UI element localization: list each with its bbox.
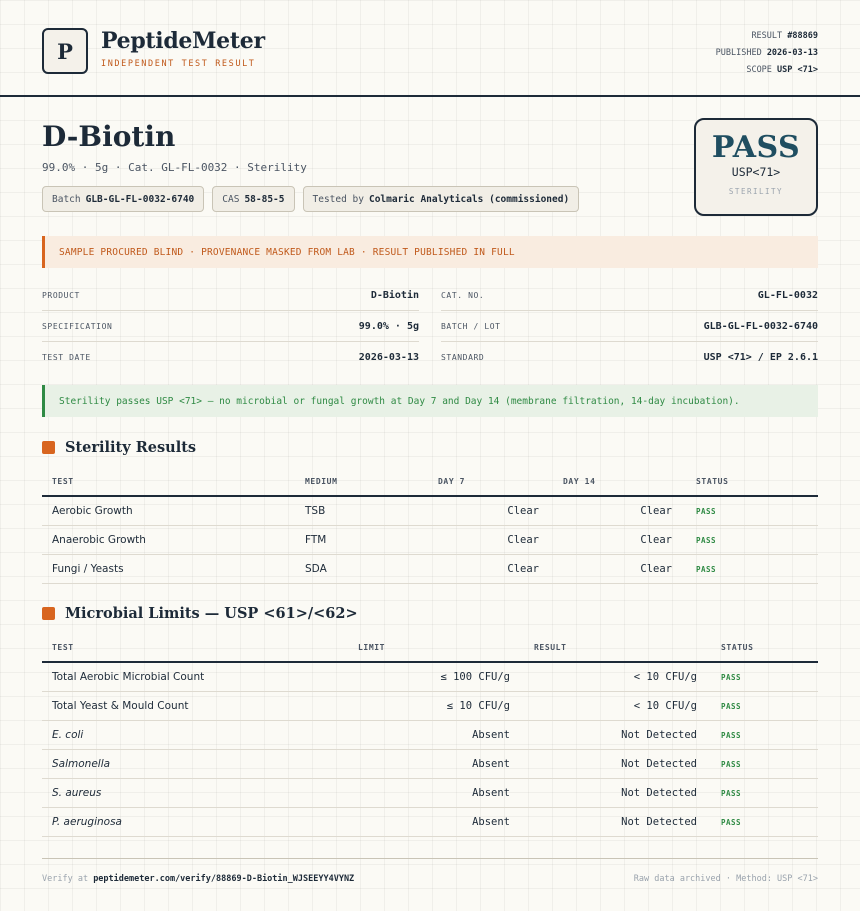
limit: Absent bbox=[348, 779, 524, 808]
test-name: Anaerobic Growth bbox=[42, 526, 295, 555]
scope-label: SCOPE bbox=[746, 65, 772, 75]
result: Not Detected bbox=[524, 779, 711, 808]
brand-tagline: INDEPENDENT TEST RESULT bbox=[101, 59, 256, 69]
info-value: D-Biotin bbox=[370, 289, 419, 301]
verify-link[interactable]: peptidemeter.com/verify/88869-D-Biotin_WJSEEYY4VYNZ bbox=[93, 874, 355, 884]
info-value: 99.0% · 5g bbox=[358, 320, 419, 332]
status-badge: PASS bbox=[711, 750, 818, 779]
col-status: STATUS bbox=[686, 467, 818, 496]
status-badge: PASS bbox=[686, 555, 818, 584]
verdict-kind: STERILITY bbox=[728, 187, 784, 196]
info-value: GLB-GL-FL-0032-6740 bbox=[703, 320, 818, 332]
published-date: 2026-03-13 bbox=[766, 48, 818, 58]
chip-value: 58-85-5 bbox=[244, 193, 285, 205]
section-title: Microbial Limits — USP <61>/<62> bbox=[65, 605, 358, 622]
test-name: Fungi / Yeasts bbox=[42, 555, 295, 584]
test-name: Salmonella bbox=[42, 750, 348, 779]
info-row bbox=[441, 342, 818, 372]
col-medium: MEDIUM bbox=[295, 467, 428, 496]
info-value: GL-FL-0032 bbox=[757, 289, 818, 301]
info-label: PRODUCT bbox=[42, 290, 80, 300]
info-row bbox=[42, 342, 419, 372]
status-badge: PASS bbox=[686, 526, 818, 555]
cas-chip bbox=[212, 186, 294, 212]
blind-procurement-notice: SAMPLE PROCURED BLIND · PROVENANCE MASKED FROM LAB · RESULT PUBLISHED IN FULL bbox=[42, 236, 818, 268]
table-header-row bbox=[42, 467, 818, 496]
limit: Absent bbox=[348, 808, 524, 837]
info-value: 2026-03-13 bbox=[358, 351, 419, 363]
limit: Absent bbox=[348, 721, 524, 750]
verdict-badge bbox=[694, 118, 818, 216]
test-name: Total Yeast & Mould Count bbox=[42, 692, 348, 721]
medium: FTM bbox=[295, 526, 428, 555]
product-title: D-Biotin bbox=[42, 120, 176, 153]
microbial-table bbox=[42, 633, 818, 837]
result: Not Detected bbox=[524, 750, 711, 779]
test-name: Aerobic Growth bbox=[42, 496, 295, 526]
verify-prefix: Verify at bbox=[42, 874, 89, 884]
table-row bbox=[42, 721, 818, 750]
limit: Absent bbox=[348, 750, 524, 779]
result: Not Detected bbox=[524, 808, 711, 837]
logo-mark: P bbox=[42, 28, 88, 74]
col-limit: LIMIT bbox=[348, 633, 524, 662]
tested-by-chip bbox=[303, 186, 580, 212]
chip-label: Tested by bbox=[312, 193, 364, 205]
info-row bbox=[441, 280, 818, 311]
method-note: Raw data archived · Method: USP <71> bbox=[633, 874, 818, 884]
info-label: TEST DATE bbox=[42, 352, 91, 362]
day14-result: Clear bbox=[553, 526, 686, 555]
page-footer bbox=[42, 858, 818, 884]
verdict-standard: USP<71> bbox=[731, 165, 781, 179]
table-row bbox=[42, 779, 818, 808]
result: < 10 CFU/g bbox=[524, 662, 711, 692]
product-chips bbox=[42, 186, 579, 212]
info-row bbox=[42, 280, 419, 311]
day14-result: Clear bbox=[553, 496, 686, 526]
col-status: STATUS bbox=[711, 633, 818, 662]
table-row bbox=[42, 692, 818, 721]
table-row bbox=[42, 526, 818, 555]
table-row bbox=[42, 555, 818, 584]
verdict-word: PASS bbox=[711, 130, 801, 165]
col-day7: DAY 7 bbox=[428, 467, 553, 496]
table-row bbox=[42, 750, 818, 779]
product-subtitle: 99.0% · 5g · Cat. GL-FL-0032 · Sterility bbox=[42, 161, 307, 174]
result-label: RESULT bbox=[751, 31, 783, 41]
info-row bbox=[441, 311, 818, 342]
chip-label: CAS bbox=[222, 193, 240, 205]
day7-result: Clear bbox=[428, 496, 553, 526]
result-number: #88869 bbox=[787, 31, 818, 41]
limit: ≤ 100 CFU/g bbox=[348, 662, 524, 692]
test-name: P. aeruginosa bbox=[42, 808, 348, 837]
limit: ≤ 10 CFU/g bbox=[348, 692, 524, 721]
table-row bbox=[42, 808, 818, 837]
col-day14: DAY 14 bbox=[553, 467, 686, 496]
scope-value: USP <71> bbox=[777, 65, 818, 75]
sterility-heading bbox=[42, 439, 196, 456]
table-row bbox=[42, 662, 818, 692]
status-badge: PASS bbox=[711, 692, 818, 721]
test-name: E. coli bbox=[42, 721, 348, 750]
col-test: TEST bbox=[42, 633, 348, 662]
info-left bbox=[42, 280, 419, 372]
status-badge: PASS bbox=[686, 496, 818, 526]
info-label: BATCH / LOT bbox=[441, 321, 501, 331]
result-summary-banner: Sterility passes USP <71> — no microbial or fungal growth at Day 7 and Day 14 (membrane filtration, 14-day incubation). bbox=[42, 385, 818, 417]
table-header-row bbox=[42, 633, 818, 662]
section-marker-icon bbox=[42, 607, 55, 620]
medium: TSB bbox=[295, 496, 428, 526]
chip-value: Colmaric Analyticals (commissioned) bbox=[368, 193, 570, 205]
page-header bbox=[0, 0, 860, 97]
table-row bbox=[42, 496, 818, 526]
batch-chip bbox=[42, 186, 204, 212]
status-badge: PASS bbox=[711, 808, 818, 837]
test-name: S. aureus bbox=[42, 779, 348, 808]
brand-name: PeptideMeter bbox=[101, 28, 265, 54]
sterility-table bbox=[42, 467, 818, 584]
result-meta bbox=[716, 28, 818, 79]
col-test: TEST bbox=[42, 467, 295, 496]
test-name: Total Aerobic Microbial Count bbox=[42, 662, 348, 692]
medium: SDA bbox=[295, 555, 428, 584]
status-badge: PASS bbox=[711, 721, 818, 750]
info-row bbox=[42, 311, 419, 342]
col-result: RESULT bbox=[524, 633, 711, 662]
result: Not Detected bbox=[524, 721, 711, 750]
info-value: USP <71> / EP 2.6.1 bbox=[703, 351, 818, 363]
day7-result: Clear bbox=[428, 526, 553, 555]
chip-value: GLB-GL-FL-0032-6740 bbox=[85, 193, 195, 205]
status-badge: PASS bbox=[711, 779, 818, 808]
section-title: Sterility Results bbox=[65, 439, 197, 456]
chip-label: Batch bbox=[52, 193, 81, 205]
section-marker-icon bbox=[42, 441, 55, 454]
info-label: STANDARD bbox=[441, 352, 485, 362]
verify-line bbox=[42, 874, 354, 884]
result: < 10 CFU/g bbox=[524, 692, 711, 721]
info-right bbox=[441, 280, 818, 372]
status-badge: PASS bbox=[711, 662, 818, 692]
day7-result: Clear bbox=[428, 555, 553, 584]
published-label: PUBLISHED bbox=[715, 48, 762, 58]
info-label: CAT. NO. bbox=[441, 290, 485, 300]
microbial-heading bbox=[42, 605, 358, 622]
day14-result: Clear bbox=[553, 555, 686, 584]
info-label: SPECIFICATION bbox=[42, 321, 113, 331]
